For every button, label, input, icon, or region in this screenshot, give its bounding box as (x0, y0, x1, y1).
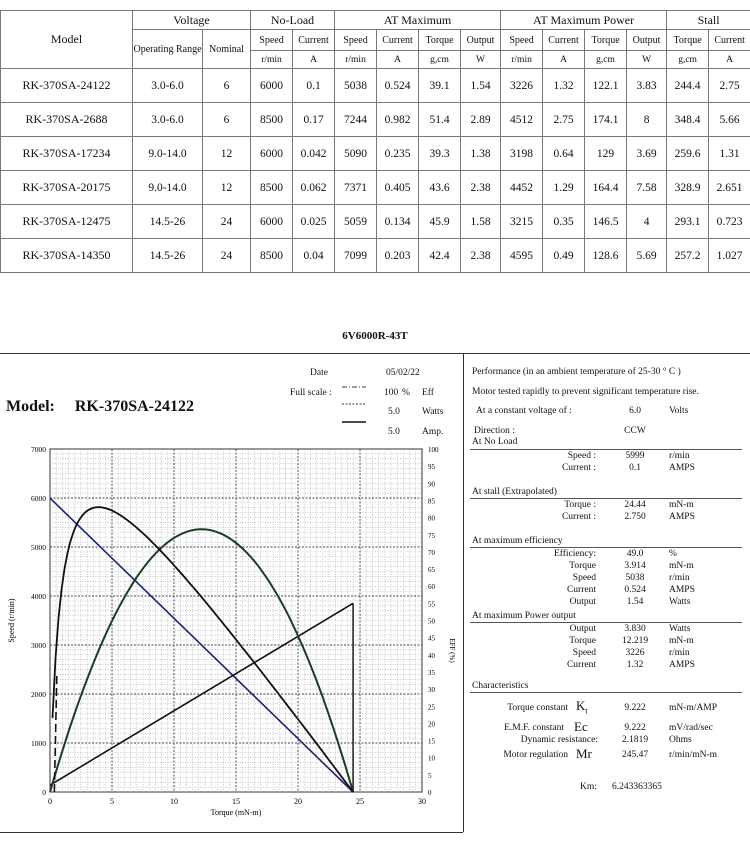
y2-tick-label: 85 (428, 497, 435, 506)
table-cell: 4 (627, 205, 667, 239)
max_power-value: 3.830 (624, 624, 646, 634)
table-cell: 7099 (335, 239, 377, 273)
emf-constant-unit: mV/rad/sec (669, 723, 713, 733)
y-tick-label: 6000 (31, 494, 46, 503)
table-row (1, 103, 750, 137)
table-cell: 3.83 (627, 69, 667, 103)
dynamic-resistance-value: 2.1819 (621, 735, 649, 745)
table-cell: 174.1 (585, 103, 627, 137)
table-cell: 0.405 (377, 171, 419, 205)
max_power-unit: Watts (669, 624, 691, 634)
divider (0, 353, 750, 354)
y2-tick-label: 95 (428, 463, 435, 472)
spec-table (0, 10, 750, 273)
table-cell: 2.38 (461, 171, 501, 205)
table-cell: 0.723 (709, 205, 750, 239)
unit-header-8: g,cm (585, 51, 627, 69)
motor-regulation-value: 245.47 (621, 750, 649, 760)
subheader-0: Operating Range (133, 30, 203, 69)
y2-tick-label: 45 (428, 634, 435, 643)
table-row (1, 239, 750, 273)
max_eff-unit: % (669, 549, 677, 559)
table-cell: 3226 (501, 69, 543, 103)
header-no-load: No-Load (251, 11, 335, 30)
table-cell: 7244 (335, 103, 377, 137)
chart-title: 6V6000R-43T (342, 330, 408, 342)
model-heading (6, 398, 194, 416)
divider (470, 692, 742, 693)
table-cell: 8500 (251, 103, 293, 137)
divider (0, 832, 463, 833)
table-cell: 4512 (501, 103, 543, 137)
table-cell: 24 (203, 239, 251, 273)
table-cell: 1.38 (461, 137, 501, 171)
max_power-value: 3226 (625, 648, 645, 658)
table-cell: 244.4 (667, 69, 709, 103)
table-cell: 9.0-14.0 (133, 171, 203, 205)
no_load-unit: r/min (669, 451, 690, 461)
table-cell: 6000 (251, 69, 293, 103)
max_power-unit: r/min (669, 648, 690, 658)
y-tick-label: 3000 (31, 641, 46, 650)
torque-constant-unit: mN-m/AMP (669, 703, 718, 713)
table-cell: 0.235 (377, 137, 419, 171)
y2-tick-label: 30 (428, 686, 435, 695)
table-cell: 12 (203, 171, 251, 205)
x-tick-label: 30 (418, 797, 426, 806)
torque-constant-value: 9.222 (624, 703, 646, 713)
legend-eff-unit: % (402, 388, 410, 398)
table-cell: 1.29 (543, 171, 585, 205)
y-tick-label: 4000 (31, 592, 46, 601)
legend-eff-name: Eff (422, 388, 434, 398)
table-cell: 3215 (501, 205, 543, 239)
table-cell: 2.38 (461, 239, 501, 273)
perf-intro: Performance (in an ambient temperature of 25-30 ° C ) (472, 367, 681, 377)
max-eff-title: At maximum efficiency (472, 536, 563, 546)
table-cell: 0.062 (293, 171, 335, 205)
subheader-5: Current (377, 30, 419, 51)
motor-regulation-label: Motor regulation (503, 750, 568, 760)
max_eff-value: 1.54 (626, 597, 644, 607)
y-tick-label: 2000 (31, 690, 46, 699)
legend-watts-name: Watts (422, 407, 444, 417)
y2-axis-label: EFF (%) (448, 638, 456, 663)
y2-tick-label: 65 (428, 566, 435, 575)
table-cell: 5059 (335, 205, 377, 239)
max_power-label: Speed (572, 648, 596, 658)
y-axis-label: Speed (r/min) (7, 598, 16, 643)
no_load-label: Speed : (567, 451, 596, 461)
table-cell: 2.89 (461, 103, 501, 137)
table-cell: 24 (203, 205, 251, 239)
legend-swatches (338, 383, 370, 427)
legend-amp-value: 5.0 (388, 427, 400, 437)
km-label: Km: (580, 782, 597, 792)
x-axis-label: Torque (mN-m) (210, 808, 262, 817)
model-value: RK-370SA-24122 (74, 398, 194, 415)
table-cell: 128.6 (585, 239, 627, 273)
table-cell: 122.1 (585, 69, 627, 103)
table-cell: 43.6 (419, 171, 461, 205)
unit-header-3: A (377, 51, 419, 69)
subheader-12: Torque (667, 30, 709, 51)
legend-amp-name: Amp. (422, 427, 444, 437)
header-voltage: Voltage (133, 11, 251, 30)
unit-header-5: W (461, 51, 501, 69)
x-tick-label: 0 (48, 797, 52, 806)
table-cell: 5090 (335, 137, 377, 171)
stall-unit: mN-m (669, 500, 694, 510)
table-cell: 39.1 (419, 69, 461, 103)
subheader-6: Torque (419, 30, 461, 51)
max_eff-unit: mN-m (669, 561, 694, 571)
subheader-13: Current (709, 30, 750, 51)
max_eff-value: 3.914 (624, 561, 646, 571)
model-cell: RK-370SA-17234 (1, 137, 133, 171)
table-cell: 1.54 (461, 69, 501, 103)
model-cell: RK-370SA-20175 (1, 171, 133, 205)
y2-tick-label: 50 (428, 617, 435, 626)
unit-header-0: r/min (251, 51, 293, 69)
table-cell: 1.027 (709, 239, 750, 273)
emf-constant-symbol: Ec (574, 719, 588, 734)
table-cell: 0.49 (543, 239, 585, 273)
table-row (1, 137, 750, 171)
table-cell: 5.69 (627, 239, 667, 273)
table-cell: 3198 (501, 137, 543, 171)
divider (470, 547, 742, 548)
max_power-label: Torque (569, 636, 596, 646)
y-tick-label: 5000 (31, 543, 46, 552)
legend-watts-value: 5.0 (388, 407, 400, 417)
dynamic-resistance-unit: Ohms (669, 735, 692, 745)
x-tick-label: 5 (110, 797, 114, 806)
max_eff-label: Speed (572, 573, 596, 583)
y2-tick-label: 75 (428, 531, 435, 540)
y2-tick-label: 40 (428, 651, 435, 660)
max_eff-unit: AMPS (669, 585, 695, 595)
table-cell: 348.4 (667, 103, 709, 137)
y2-tick-label: 25 (428, 703, 435, 712)
no_load-value: 0.1 (629, 463, 641, 473)
subheader-7: Output (461, 30, 501, 51)
table-cell: 0.524 (377, 69, 419, 103)
unit-header-2: r/min (335, 51, 377, 69)
subheader-4: Speed (335, 30, 377, 51)
max_power-unit: AMPS (669, 660, 695, 670)
table-cell: 0.134 (377, 205, 419, 239)
no_load-label: Current : (561, 463, 596, 473)
table-cell: 257.2 (667, 239, 709, 273)
subheader-10: Torque (585, 30, 627, 51)
max_eff-label: Efficiency: (553, 549, 596, 559)
table-cell: 6000 (251, 137, 293, 171)
table-cell: 5038 (335, 69, 377, 103)
max_power-unit: mN-m (669, 636, 694, 646)
max_eff-unit: Watts (669, 597, 691, 607)
table-cell: 3.0-6.0 (133, 103, 203, 137)
header-stall: Stall (667, 11, 750, 30)
table-cell: 3.69 (627, 137, 667, 171)
table-cell: 7.58 (627, 171, 667, 205)
header-at-max: AT Maximum (335, 11, 501, 30)
divider (470, 498, 742, 499)
subheader-1: Nominal (203, 30, 251, 69)
voltage-value: 6.0 (629, 406, 641, 416)
max_eff-label: Torque (569, 561, 596, 571)
table-cell: 328.9 (667, 171, 709, 205)
stall-label: Torque : (564, 500, 596, 510)
table-cell: 8500 (251, 239, 293, 273)
stall-title: At stall (Extrapolated) (472, 487, 557, 497)
perf-note: Motor tested rapidly to prevent significant temperature rise. (472, 387, 699, 397)
y2-tick-label: 5 (428, 771, 432, 780)
table-row (1, 205, 750, 239)
table-cell: 0.64 (543, 137, 585, 171)
table-cell: 9.0-14.0 (133, 137, 203, 171)
table-cell: 0.042 (293, 137, 335, 171)
table-cell: 2.75 (543, 103, 585, 137)
y-tick-label: 0 (42, 788, 46, 797)
torque-constant-symbol: $K_t$ (576, 698, 588, 716)
divider (463, 354, 464, 832)
motor-regulation-unit: r/min/mN-m (669, 750, 718, 760)
y2-tick-label: 20 (428, 720, 435, 729)
table-cell: 259.6 (667, 137, 709, 171)
table-cell: 164.4 (585, 171, 627, 205)
subheader-3: Current (293, 30, 335, 51)
subheader-9: Current (543, 30, 585, 51)
max_power-label: Output (569, 624, 596, 634)
x-tick-label: 10 (170, 797, 178, 806)
max-power-title: At maximum Power output (472, 611, 576, 621)
table-cell: 45.9 (419, 205, 461, 239)
model-label: Model: (6, 398, 55, 415)
divider (470, 622, 742, 623)
table-cell: 12 (203, 137, 251, 171)
max_eff-label: Current (566, 585, 596, 595)
table-cell: 6 (203, 69, 251, 103)
unit-header-4: g,cm (419, 51, 461, 69)
subheader-11: Output (627, 30, 667, 51)
table-cell: 42.4 (419, 239, 461, 273)
stall-label: Current : (561, 512, 596, 522)
table-cell: 3.0-6.0 (133, 69, 203, 103)
date-label: Date (310, 368, 328, 378)
torque-constant-label: Torque constant (507, 703, 568, 713)
table-cell: 5.66 (709, 103, 750, 137)
max_power-value: 1.32 (626, 660, 644, 670)
y2-tick-label: 70 (428, 548, 435, 557)
legend-eff-value: 100 (384, 388, 399, 398)
stall-unit: AMPS (669, 512, 695, 522)
table-cell: 8 (627, 103, 667, 137)
max_eff-value: 0.524 (624, 585, 646, 595)
table-cell: 4595 (501, 239, 543, 273)
no_load-unit: AMPS (669, 463, 695, 473)
voltage-unit: Volts (669, 406, 689, 416)
table-row (1, 69, 750, 103)
table-cell: 6000 (251, 205, 293, 239)
model-cell: RK-370SA-14350 (1, 239, 133, 273)
table-cell: 0.1 (293, 69, 335, 103)
table-cell: 146.5 (585, 205, 627, 239)
table-cell: 8500 (251, 171, 293, 205)
y2-tick-label: 60 (428, 583, 435, 592)
y2-tick-label: 90 (428, 480, 435, 489)
table-row (1, 171, 750, 205)
unit-header-9: W (627, 51, 667, 69)
emf-constant-label: E.M.F. constant (504, 723, 564, 733)
direction-value: CCW (624, 426, 646, 436)
table-cell: 1.31 (709, 137, 750, 171)
table-cell: 7371 (335, 171, 377, 205)
max_eff-label: Output (569, 597, 596, 607)
y2-tick-label: 0 (428, 789, 432, 797)
table-cell: 4452 (501, 171, 543, 205)
table-cell: 0.17 (293, 103, 335, 137)
y2-tick-label: 55 (428, 600, 435, 609)
table-cell: 2.651 (709, 171, 750, 205)
stall-value: 24.44 (624, 500, 646, 510)
max_eff-unit: r/min (669, 573, 690, 583)
max_power-label: Current (566, 660, 596, 670)
y2-tick-label: 35 (428, 668, 435, 677)
table-cell: 0.04 (293, 239, 335, 273)
x-tick-label: 25 (356, 797, 364, 806)
table-cell: 0.35 (543, 205, 585, 239)
unit-header-11: A (709, 51, 750, 69)
table-cell: 129 (585, 137, 627, 171)
y-tick-label: 1000 (31, 739, 46, 748)
subheader-8: Speed (501, 30, 543, 51)
y2-tick-label: 100 (428, 446, 439, 454)
stall-value: 2.750 (624, 512, 646, 522)
divider (470, 449, 742, 450)
table-cell: 14.5-26 (133, 205, 203, 239)
header-at-max-power: AT Maximum Power (501, 11, 667, 30)
table-cell: 1.32 (543, 69, 585, 103)
table-cell: 293.1 (667, 205, 709, 239)
km-value: 6.243363365 (612, 782, 662, 792)
table-cell: 6 (203, 103, 251, 137)
y-tick-label: 7000 (31, 445, 46, 454)
date-value: 05/02/22 (386, 368, 420, 378)
dynamic-resistance-label: Dynamic resistance: (520, 735, 598, 745)
characteristics-title: Characteristics (472, 681, 529, 691)
y2-tick-label: 10 (428, 754, 435, 763)
performance-chart (0, 440, 462, 820)
subheader-2: Speed (251, 30, 293, 51)
unit-header-1: A (293, 51, 335, 69)
y2-tick-label: 15 (428, 737, 435, 746)
table-cell: 39.3 (419, 137, 461, 171)
y2-tick-label: 80 (428, 514, 435, 523)
no_load-value: 5999 (625, 451, 645, 461)
table-cell: 0.025 (293, 205, 335, 239)
unit-header-10: g,cm (667, 51, 709, 69)
table-cell: 2.75 (709, 69, 750, 103)
unit-header-6: r/min (501, 51, 543, 69)
model-cell: RK-370SA-2688 (1, 103, 133, 137)
full-scale-label: Full scale : (290, 388, 332, 398)
model-cell: RK-370SA-12475 (1, 205, 133, 239)
table-cell: 51.4 (419, 103, 461, 137)
max_eff-value: 49.0 (626, 549, 644, 559)
max_power-value: 12.219 (621, 636, 649, 646)
table-cell: 0.203 (377, 239, 419, 273)
voltage-label: At a constant voltage of : (476, 406, 572, 416)
header-model: Model (1, 11, 133, 69)
motor-regulation-symbol: Mr (576, 746, 592, 761)
table-cell: 1.58 (461, 205, 501, 239)
unit-header-7: A (543, 51, 585, 69)
direction-label: Direction : (474, 426, 515, 436)
max_eff-value: 5038 (625, 573, 645, 583)
no-load-title: At No Load (472, 437, 518, 447)
table-cell: 0.982 (377, 103, 419, 137)
table-cell: 14.5-26 (133, 239, 203, 273)
x-tick-label: 15 (232, 797, 240, 806)
model-cell: RK-370SA-24122 (1, 69, 133, 103)
emf-constant-value: 9.222 (624, 723, 646, 733)
x-tick-label: 20 (294, 797, 302, 806)
